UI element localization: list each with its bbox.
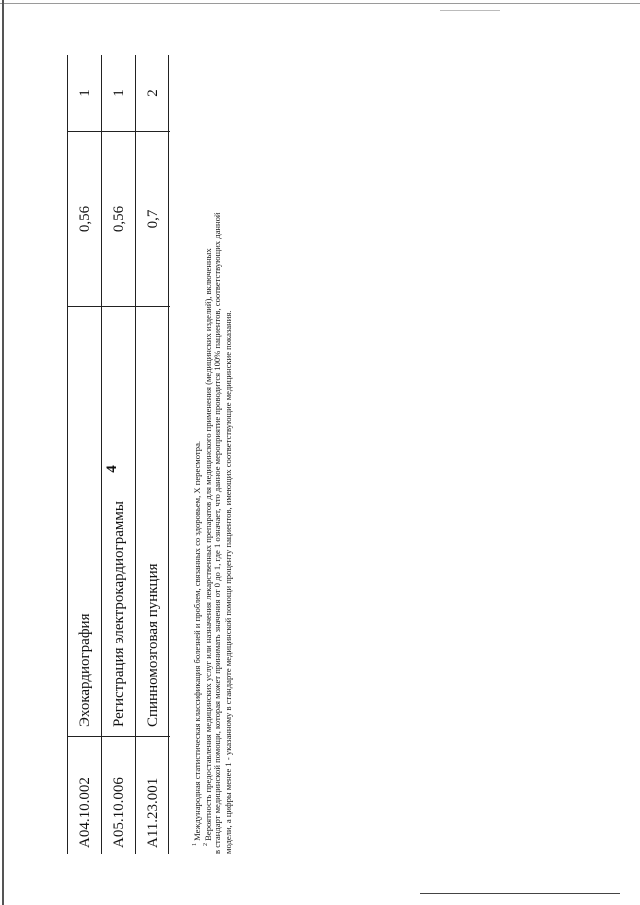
service-multiplicity: 2 xyxy=(136,55,170,132)
service-name: Эхокардиография xyxy=(68,307,102,737)
service-frequency: 0,56 xyxy=(68,132,102,307)
service-name: Спинномозговая пункция xyxy=(136,307,170,737)
footnote-2 xyxy=(201,54,212,854)
scan-mark xyxy=(440,10,500,11)
service-code: A04.10.002 xyxy=(77,777,93,848)
footnote-2-marker: 2 xyxy=(203,843,209,846)
footnote-2-text-line-3: модели, а цифры менее 1 - указанному в стандарте медицинской помощи проценту пациентов, имеющих соответствующие медицинские показания. xyxy=(223,310,233,854)
service-name: Регистрация электрокардиограммы xyxy=(102,307,136,737)
rotated-page xyxy=(42,69,442,869)
footnote-1-text: Международная статистическая классификация болезней и проблем, связанных со здоровьем, X пересмотра. xyxy=(191,440,202,841)
table-row xyxy=(68,55,102,854)
service-multiplicity: 1 xyxy=(68,55,102,132)
service-code: A05.10.006 xyxy=(111,777,127,848)
page-number: 4 xyxy=(104,465,120,473)
table-row xyxy=(102,55,136,854)
scan-edge-bottom xyxy=(420,893,620,894)
footnotes xyxy=(190,54,234,854)
service-multiplicity: 1 xyxy=(102,55,136,132)
service-frequency: 0,7 xyxy=(136,132,170,307)
footnote-2-text-line-1: Вероятность предоставления медицинских услуг или назначения лекарственных препаратов для медицинского применения (медицинских изделий), включенных xyxy=(202,248,213,841)
scan-edge-left xyxy=(2,0,4,905)
footnote-1 xyxy=(190,54,201,854)
scan-edge-top xyxy=(0,3,640,4)
service-code: A11.23.001 xyxy=(145,777,161,848)
table-row xyxy=(136,55,170,854)
footnote-1-marker: 1 xyxy=(192,843,198,846)
service-frequency: 0,56 xyxy=(102,132,136,307)
footnote-2-text-line-2: в стандарт медицинской помощи, которая может принимать значения от 0 до 1, где 1 означает, что данное мероприятие проводится 100% пациентов, соответствующих данной xyxy=(212,212,222,854)
services-table xyxy=(67,55,169,854)
